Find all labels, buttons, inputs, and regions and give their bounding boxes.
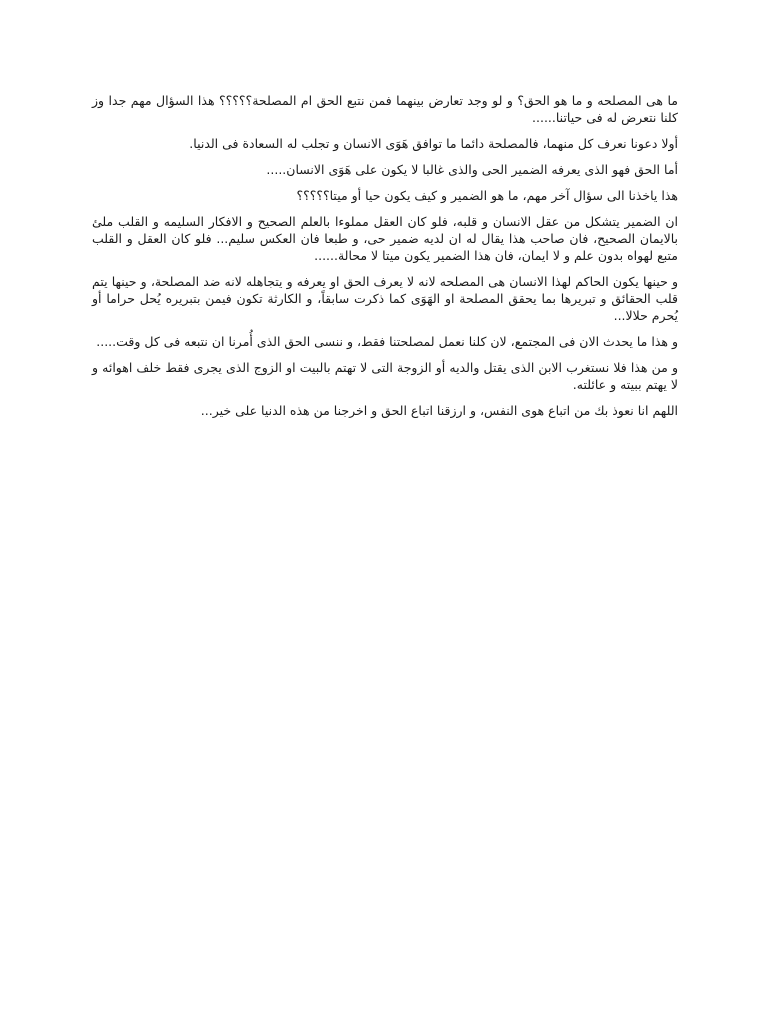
paragraph-conscience-question: هذا ياخذنا الى سؤال آخر مهم، ما هو الضمير و كيف يكون حيا أو ميتا؟؟؟؟؟ [296, 188, 678, 203]
paragraph-ruler-interest: و حينها يكون الحاكم لهذا الانسان هى المصلحه لانه لا يعرف الحق او يعرفه و يتجاهله لانه ضد المصلحة، و حينها يتم قلب الحقائق و تبريرها بما يحقق المصلحة او الهَوَى كما ذكرت سابقاً، و الكارثة تكون فيمن بتبريره يُحل حراما أو يُحرم حلالا... [92, 274, 678, 323]
document-body [92, 92, 678, 428]
paragraph-examples: و من هذا فلا نستغرب الابن الذى يقتل والديه أو الزوجة التى لا تهتم بالبيت او الزوج الذى يجرى فقط خلف اهوائه و لا يهتم ببيته و عائلته. [92, 360, 678, 392]
paragraph-conscience-explanation: ان الضمير يتشكل من عقل الانسان و قلبه، فلو كان العقل مملوءا بالعلم الصحيح و الافكار السليمه و القلب ملئ بالايمان الصحيح، فان صاحب هذا يقال له ان لديه ضمير حى، و طبعا فان العكس سليم... فلو كان العقل و القلب متبع لهواه بدون علم و لا ايمان، فان هذا الضمير يكون ميتا لا محالة...... [92, 214, 678, 263]
paragraph-prayer: اللهم انا نعوذ بك من اتباع هوى النفس، و ارزقنا اتباع الحق و اخرجنا من هذه الدنيا على خير... [200, 403, 678, 418]
paragraph-question: ما هى المصلحه و ما هو الحق؟ و لو وجد تعارض بينهما فمن نتبع الحق ام المصلحة؟؟؟؟؟ هذا السؤال مهم جدا وز كلنا نتعرض له فى حياتنا...... [92, 93, 678, 125]
paragraph-society: و هذا ما يحدث الان فى المجتمع، لان كلنا نعمل لمصلحتنا فقط، و ننسى الحق الذى أُمرنا ان نتبعه فى كل وقت..... [96, 334, 678, 349]
paragraph-interest-definition: أولا دعونا نعرف كل منهما، فالمصلحة دائما ما توافق هَوَى الانسان و تجلب له السعادة فى الدنيا. [189, 136, 678, 151]
paragraph-truth-definition: أما الحق فهو الذى يعرفه الضمير الحى والذى غالبا لا يكون على هَوَى الانسان..... [266, 162, 678, 177]
